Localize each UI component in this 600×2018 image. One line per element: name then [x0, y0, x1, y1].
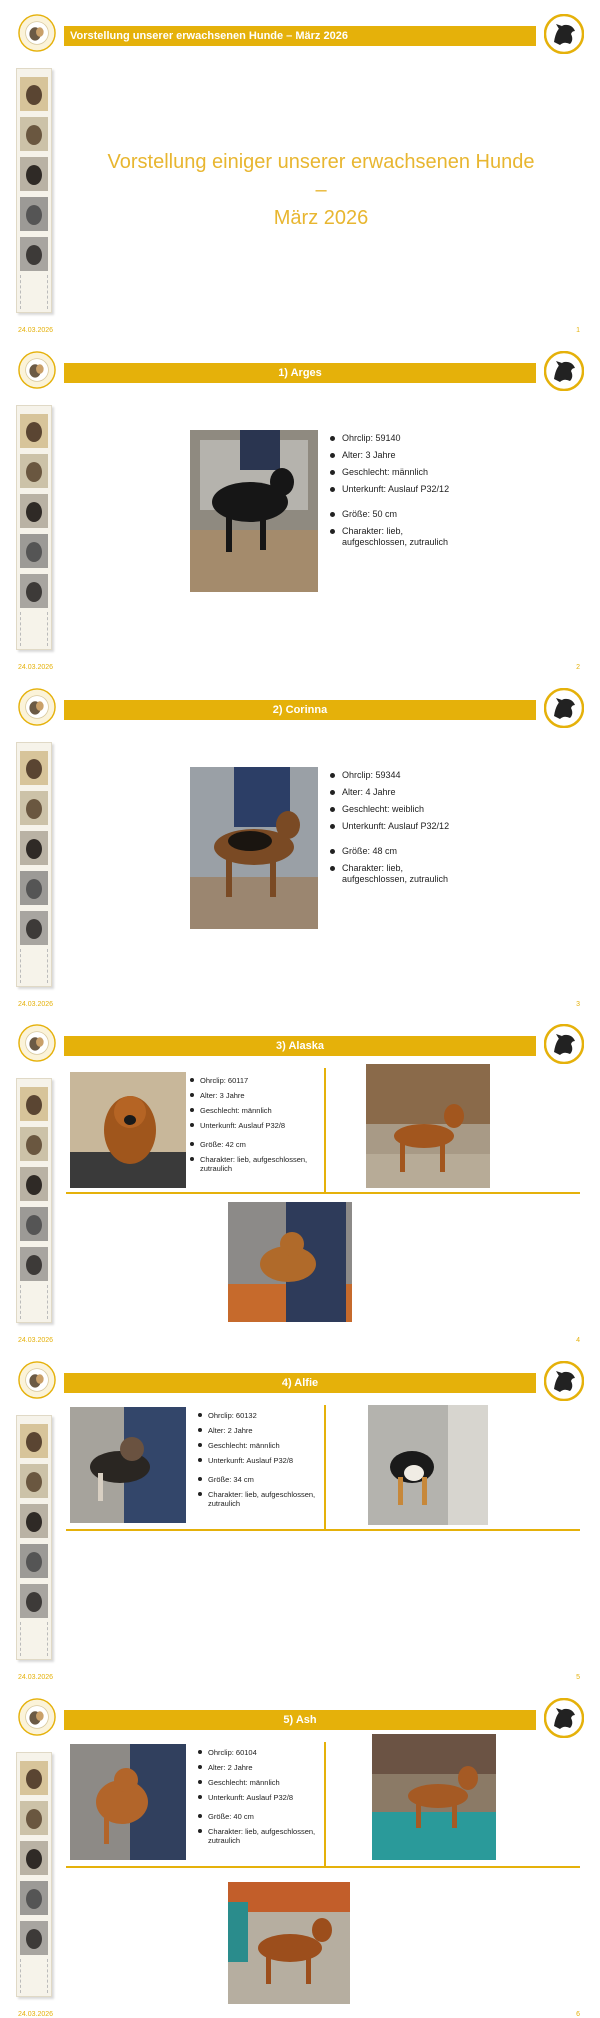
thumbnail-photo	[20, 1424, 48, 1458]
slide-title-bar: Vorstellung unserer erwachsenen Hunde – März 2026	[64, 26, 536, 46]
thumbnail-photo	[20, 414, 48, 448]
thumbnail-photo	[20, 1881, 48, 1915]
thumbnail-photo	[20, 791, 48, 825]
bullet-icon	[190, 1157, 194, 1161]
fact-text: Alter: 4 Jahre	[342, 787, 396, 797]
dog-facts-list	[198, 1411, 320, 1514]
fact-text: Charakter: lieb, aufgeschlossen, zutraulich	[200, 1155, 308, 1173]
thumbnail-photo	[20, 494, 48, 528]
dog-photo-alaska-2	[366, 1064, 490, 1188]
bullet-icon	[190, 1093, 194, 1097]
dog-facts-list	[330, 433, 450, 554]
thumbnail-placeholder	[20, 949, 48, 983]
fact-text: Alter: 3 Jahre	[200, 1091, 245, 1100]
slide-title-bar: 4) Alfie	[64, 1373, 536, 1393]
slide-2	[12, 345, 588, 675]
fact-text: Ohrclip: 59140	[342, 433, 401, 443]
fact-text: Unterkunft: Auslauf P32/8	[208, 1456, 294, 1465]
divider-line	[66, 1529, 580, 1531]
fact-text: Ohrclip: 60132	[208, 1411, 257, 1420]
fact-text: Geschlecht: männlich	[342, 467, 429, 477]
thumbnail-placeholder	[20, 1959, 48, 1993]
page-number: 6	[576, 2011, 580, 2018]
thumbnail-photo	[20, 1247, 48, 1281]
bullet-icon	[330, 512, 335, 517]
dog-photo-arges	[190, 430, 318, 592]
page-number: 2	[576, 664, 580, 671]
fact-item	[198, 1748, 320, 1757]
bullet-icon	[330, 529, 335, 534]
fact-text: Ohrclip: 59344	[342, 770, 401, 780]
bullet-icon	[198, 1458, 202, 1462]
thumbnail-placeholder	[20, 1285, 48, 1319]
fact-text: Charakter: lieb, aufgeschlossen, zutraulich	[208, 1490, 316, 1508]
thumbnail-photo	[20, 1504, 48, 1538]
association-seal-icon	[18, 688, 56, 726]
fact-item	[190, 1155, 320, 1173]
bullet-icon	[198, 1477, 202, 1481]
fact-text: Unterkunft: Auslauf P32/12	[342, 484, 450, 494]
fact-text: Alter: 3 Jahre	[342, 450, 396, 460]
dog-facts-list	[198, 1748, 320, 1851]
divider-line	[66, 1866, 580, 1868]
hero-line: Vorstellung einiger unserer erwachsenen Hunde	[107, 151, 535, 173]
association-seal-icon	[18, 1698, 56, 1736]
fact-item	[330, 863, 450, 885]
thumbnail-photo	[20, 1921, 48, 1955]
bullet-icon	[198, 1829, 202, 1833]
bullet-icon	[198, 1428, 202, 1432]
bullet-icon	[198, 1765, 202, 1769]
photo-strip	[16, 742, 52, 987]
photo-strip	[16, 1752, 52, 1997]
fact-text: Größe: 48 cm	[342, 846, 398, 856]
fact-item	[198, 1456, 320, 1465]
divider-line	[324, 1742, 326, 1866]
fact-text: Größe: 34 cm	[208, 1475, 254, 1484]
fact-item	[198, 1475, 320, 1484]
dog-photo-alfie-1	[70, 1407, 186, 1523]
dog-photo-corinna	[190, 767, 318, 929]
bullet-icon	[190, 1078, 194, 1082]
thumbnail-photo	[20, 574, 48, 608]
bullet-icon	[198, 1492, 202, 1496]
thumbnail-placeholder	[20, 612, 48, 646]
page-number: 5	[576, 1674, 580, 1681]
association-seal-icon	[18, 351, 56, 389]
dog-head-badge-icon	[544, 14, 584, 54]
bullet-icon	[198, 1443, 202, 1447]
fact-text: Charakter: lieb, aufgeschlossen, zutraulich	[342, 863, 449, 884]
bullet-icon	[330, 436, 335, 441]
fact-text: Charakter: lieb, aufgeschlossen, zutraulich	[208, 1827, 316, 1845]
dog-facts-list	[190, 1076, 320, 1179]
dog-photo-ash-3	[228, 1882, 350, 2004]
dog-facts-list	[330, 770, 450, 891]
thumbnail-photo	[20, 871, 48, 905]
fact-item	[198, 1426, 320, 1435]
fact-item	[330, 509, 450, 520]
thumbnail-photo	[20, 1167, 48, 1201]
page-number: 1	[576, 327, 580, 334]
bullet-icon	[198, 1814, 202, 1818]
fact-text: Alter: 2 Jahre	[208, 1763, 253, 1772]
page-number: 4	[576, 1337, 580, 1344]
fact-item	[198, 1411, 320, 1420]
thumbnail-photo	[20, 1207, 48, 1241]
thumbnail-photo	[20, 534, 48, 568]
bullet-icon	[330, 790, 335, 795]
fact-item	[190, 1140, 320, 1149]
fact-item	[198, 1490, 320, 1508]
thumbnail-photo	[20, 454, 48, 488]
bullet-icon	[330, 807, 335, 812]
slide-date: 24.03.2026	[18, 1337, 54, 1344]
slide-date: 24.03.2026	[18, 1674, 54, 1681]
hero-line: März 2026	[273, 207, 369, 229]
fact-item	[190, 1121, 320, 1130]
fact-text: Größe: 42 cm	[200, 1140, 246, 1149]
dog-photo-alaska-3	[228, 1202, 352, 1322]
association-seal-icon	[18, 1024, 56, 1062]
thumbnail-placeholder	[20, 1622, 48, 1656]
fact-item	[330, 770, 450, 781]
thumbnail-placeholder	[20, 275, 48, 309]
fact-text: Geschlecht: männlich	[200, 1106, 272, 1115]
fact-text: Ohrclip: 60104	[208, 1748, 257, 1757]
photo-strip	[16, 1078, 52, 1323]
dog-head-badge-icon	[544, 1698, 584, 1738]
fact-text: Alter: 2 Jahre	[208, 1426, 253, 1435]
dog-head-badge-icon	[544, 351, 584, 391]
fact-text: Geschlecht: männlich	[208, 1441, 280, 1450]
slide-title-bar: 5) Ash	[64, 1710, 536, 1730]
fact-item	[198, 1778, 320, 1787]
fact-item	[190, 1091, 320, 1100]
bullet-icon	[198, 1795, 202, 1799]
fact-item	[198, 1441, 320, 1450]
bullet-icon	[198, 1750, 202, 1754]
bullet-icon	[190, 1108, 194, 1112]
thumbnail-photo	[20, 117, 48, 151]
slide-date: 24.03.2026	[18, 2011, 54, 2018]
dog-head-badge-icon	[544, 688, 584, 728]
fact-text: Unterkunft: Auslauf P32/8	[200, 1121, 286, 1130]
thumbnail-photo	[20, 1761, 48, 1795]
bullet-icon	[330, 470, 335, 475]
dog-head-badge-icon	[544, 1361, 584, 1401]
fact-item	[330, 484, 450, 495]
slide-5	[12, 1355, 588, 1685]
thumbnail-photo	[20, 1544, 48, 1578]
thumbnail-photo	[20, 1087, 48, 1121]
slide-1	[12, 8, 588, 338]
thumbnail-photo	[20, 911, 48, 945]
dog-photo-ash-1	[70, 1744, 186, 1860]
fact-item	[198, 1812, 320, 1821]
association-seal-icon	[18, 1361, 56, 1399]
photo-strip	[16, 1415, 52, 1660]
slide-6	[12, 1692, 588, 2018]
bullet-icon	[330, 866, 335, 871]
slide-date: 24.03.2026	[18, 664, 54, 671]
thumbnail-photo	[20, 157, 48, 191]
slide-title-bar: 3) Alaska	[64, 1036, 536, 1056]
fact-item	[330, 526, 450, 548]
slide-title-bar: 2) Corinna	[64, 700, 536, 720]
fact-item	[190, 1076, 320, 1085]
fact-text: Größe: 40 cm	[208, 1812, 254, 1821]
page-number: 3	[576, 1001, 580, 1008]
hero-line: –	[315, 179, 327, 201]
fact-text: Charakter: lieb, aufgeschlossen, zutraulich	[342, 526, 449, 547]
fact-item	[330, 450, 450, 461]
thumbnail-photo	[20, 751, 48, 785]
slide-3	[12, 682, 588, 1012]
slide-4	[12, 1018, 588, 1348]
thumbnail-photo	[20, 831, 48, 865]
fact-item	[330, 787, 450, 798]
thumbnail-photo	[20, 197, 48, 231]
bullet-icon	[330, 487, 335, 492]
dog-head-badge-icon	[544, 1024, 584, 1064]
thumbnail-photo	[20, 1127, 48, 1161]
fact-item	[198, 1793, 320, 1802]
fact-text: Größe: 50 cm	[342, 509, 398, 519]
fact-text: Geschlecht: weiblich	[342, 804, 425, 814]
bullet-icon	[330, 824, 335, 829]
fact-text: Unterkunft: Auslauf P32/8	[208, 1793, 294, 1802]
divider-line	[324, 1068, 326, 1192]
bullet-icon	[190, 1142, 194, 1146]
fact-item	[198, 1827, 320, 1845]
divider-line	[324, 1405, 326, 1529]
thumbnail-photo	[20, 1841, 48, 1875]
thumbnail-photo	[20, 1464, 48, 1498]
fact-item	[330, 821, 450, 832]
fact-text: Unterkunft: Auslauf P32/12	[342, 821, 450, 831]
thumbnail-photo	[20, 1801, 48, 1835]
dog-photo-ash-2	[372, 1734, 496, 1860]
photo-strip	[16, 68, 52, 313]
bullet-icon	[330, 773, 335, 778]
fact-text: Geschlecht: männlich	[208, 1778, 280, 1787]
fact-item	[330, 804, 450, 815]
bullet-icon	[330, 849, 335, 854]
fact-item	[330, 846, 450, 857]
bullet-icon	[198, 1780, 202, 1784]
fact-item	[330, 433, 450, 444]
thumbnail-photo	[20, 237, 48, 271]
dog-photo-alfie-2	[368, 1405, 488, 1525]
thumbnail-photo	[20, 1584, 48, 1618]
divider-line	[66, 1192, 580, 1194]
slide-title-bar: 1) Arges	[64, 363, 536, 383]
fact-item	[190, 1106, 320, 1115]
fact-item	[198, 1763, 320, 1772]
slide-hero-title	[64, 148, 578, 232]
slide-date: 24.03.2026	[18, 327, 54, 334]
fact-text: Ohrclip: 60117	[200, 1076, 249, 1085]
slide-date: 24.03.2026	[18, 1001, 54, 1008]
thumbnail-photo	[20, 77, 48, 111]
bullet-icon	[330, 453, 335, 458]
photo-strip	[16, 405, 52, 650]
association-seal-icon	[18, 14, 56, 52]
bullet-icon	[190, 1123, 194, 1127]
fact-item	[330, 467, 450, 478]
bullet-icon	[198, 1413, 202, 1417]
dog-photo-alaska-1	[70, 1072, 186, 1188]
